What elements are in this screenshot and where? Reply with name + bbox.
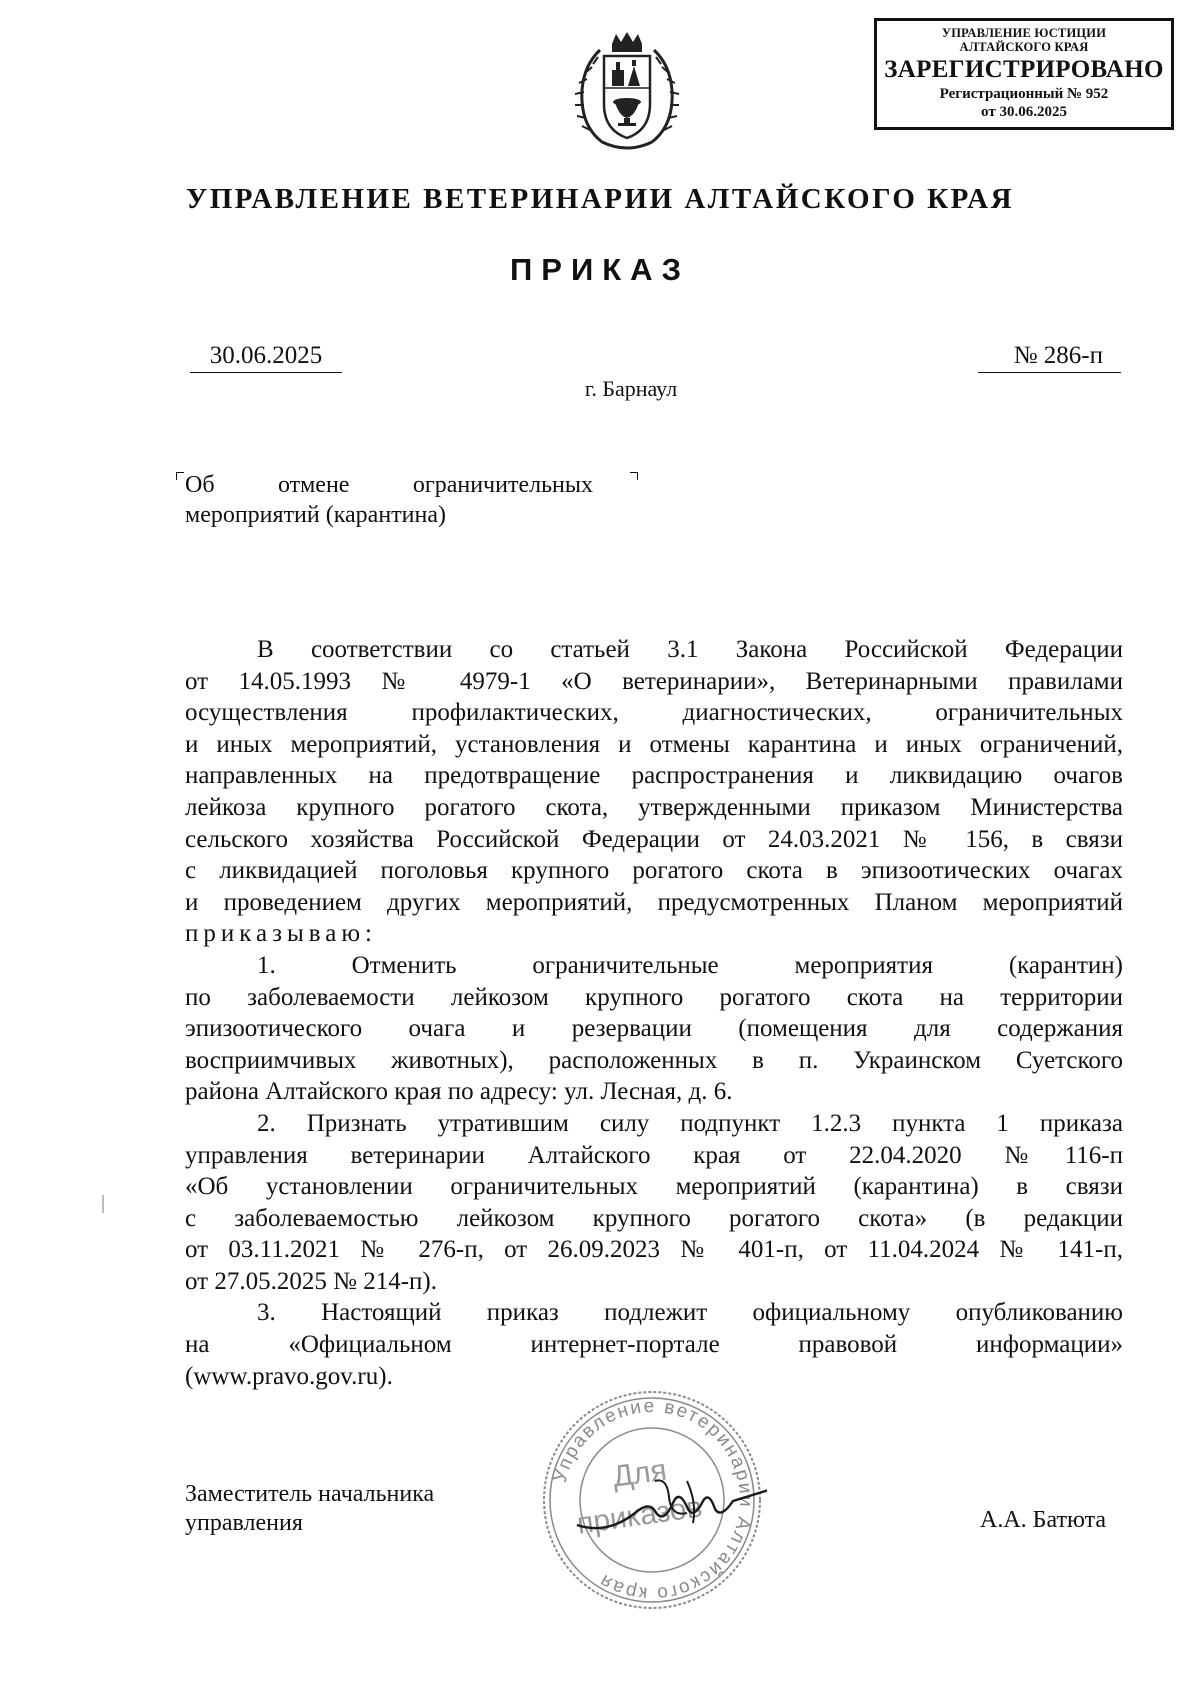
official-seal	[537, 1385, 767, 1615]
altai-krai-coat-of-arms-icon	[572, 30, 682, 160]
item2-line: 2. Признать утратившим силу подпункт 1.2.3 пункта 1 приказа	[257, 1109, 1123, 1137]
document-number: № 286-п	[978, 340, 1121, 373]
preamble-line: В соответствии со статьей 3.1 Закона Российской Федерации	[257, 636, 1123, 663]
item3-line: 3. Настоящий приказ подлежит официальному опубликованию	[257, 1299, 1123, 1327]
subject-corner-mark-right	[630, 472, 638, 480]
svg-text:приказов: приказов	[575, 1490, 705, 1541]
item2-line: от 27.05.2025 № 214-п).	[185, 1267, 437, 1295]
order-word: приказываю:	[185, 920, 377, 948]
item1-line: по заболеваемости лейкозом крупного рогатого скота на территории	[185, 983, 1123, 1011]
document-date: 30.06.2025	[190, 340, 342, 373]
item1-line: эпизоотического очага и резервации (помещения для содержания	[185, 1015, 1123, 1043]
registration-stamp-status: ЗАРЕГИСТРИРОВАНО	[884, 56, 1164, 83]
document-subject	[185, 470, 593, 530]
item3-line: на «Официальном интернет-портале правовой информации»	[185, 1331, 1123, 1359]
item1-line: восприимчивых животных), расположенных в п. Украинском Суетского	[185, 1046, 1123, 1074]
margin-mark	[102, 1195, 104, 1213]
subject-corner-mark-left	[176, 472, 184, 480]
signer-position	[185, 1480, 434, 1538]
preamble-line: лейкоза крупного рогатого скота, утвержденными приказом Министерства	[185, 793, 1123, 821]
preamble-line: осуществления профилактических, диагностических, ограничительных	[185, 699, 1123, 727]
item2-line: от 03.11.2021 № 276-п, от 26.09.2023 № 401-п, от 11.04.2024 № 141-п,	[185, 1236, 1123, 1264]
item2-line: с заболеваемостью лейкозом крупного рогатого скота» (в редакции	[185, 1204, 1123, 1232]
preamble-line: с ликвидацией поголовья крупного рогатого скота в эпизоотических очагах	[185, 857, 1123, 885]
signer-name: А.А. Батюта	[980, 1507, 1107, 1533]
item1-line: района Алтайского края по адресу: ул. Лесная, д. 6.	[185, 1078, 733, 1106]
document-type: ПРИКАЗ	[510, 252, 690, 287]
organization-title: УПРАВЛЕНИЕ ВЕТЕРИНАРИИ АЛТАЙСКОГО КРАЯ	[185, 183, 1015, 215]
svg-text:Управление ветеринарии Алтайск: Управление ветеринарии Алтайского края	[549, 1395, 757, 1605]
preamble-line: от 14.05.1993 № 4979-1 «О ветеринарии», Ветеринарными правилами	[185, 667, 1123, 695]
registration-stamp-authority-line1: УПРАВЛЕНИЕ ЮСТИЦИИ	[941, 26, 1107, 40]
item3-line: (www.pravo.gov.ru).	[185, 1362, 393, 1390]
registration-stamp-date: от 30.06.2025	[981, 104, 1067, 120]
document-city: г. Барнаул	[584, 376, 678, 401]
preamble-line: и проведением других мероприятий, предусмотренных Планом мероприятий	[185, 888, 1123, 916]
preamble-line: и иных мероприятий, установления и отмены карантина и иных ограничений,	[185, 730, 1123, 758]
subject-line: Об отмене ограничительных	[185, 472, 593, 498]
subject-line: мероприятий (карантина)	[185, 502, 446, 528]
item2-line: «Об установлении ограничительных мероприятий (карантина) в связи	[185, 1173, 1123, 1201]
registration-stamp-authority-line2: АЛТАЙСКОГО КРАЯ	[959, 40, 1089, 54]
document-body	[185, 634, 1123, 1392]
signer-position-line: Заместитель начальника	[185, 1481, 435, 1507]
preamble-line: направленных на предотвращение распространения и ликвидацию очагов	[185, 762, 1123, 790]
registration-stamp	[874, 18, 1174, 130]
svg-text:Для: Для	[610, 1453, 669, 1494]
item1-line: 1. Отменить ограничительные мероприятия (карантин)	[257, 951, 1123, 979]
registration-stamp-number: Регистрационный № 952	[939, 86, 1109, 102]
signer-position-line: управления	[185, 1510, 303, 1536]
item2-line: управления ветеринарии Алтайского края от 22.04.2020 №116-п	[185, 1141, 1123, 1169]
preamble-line: сельского хозяйства Российской Федерации от 24.03.2021 № 156, в связи	[185, 825, 1123, 853]
